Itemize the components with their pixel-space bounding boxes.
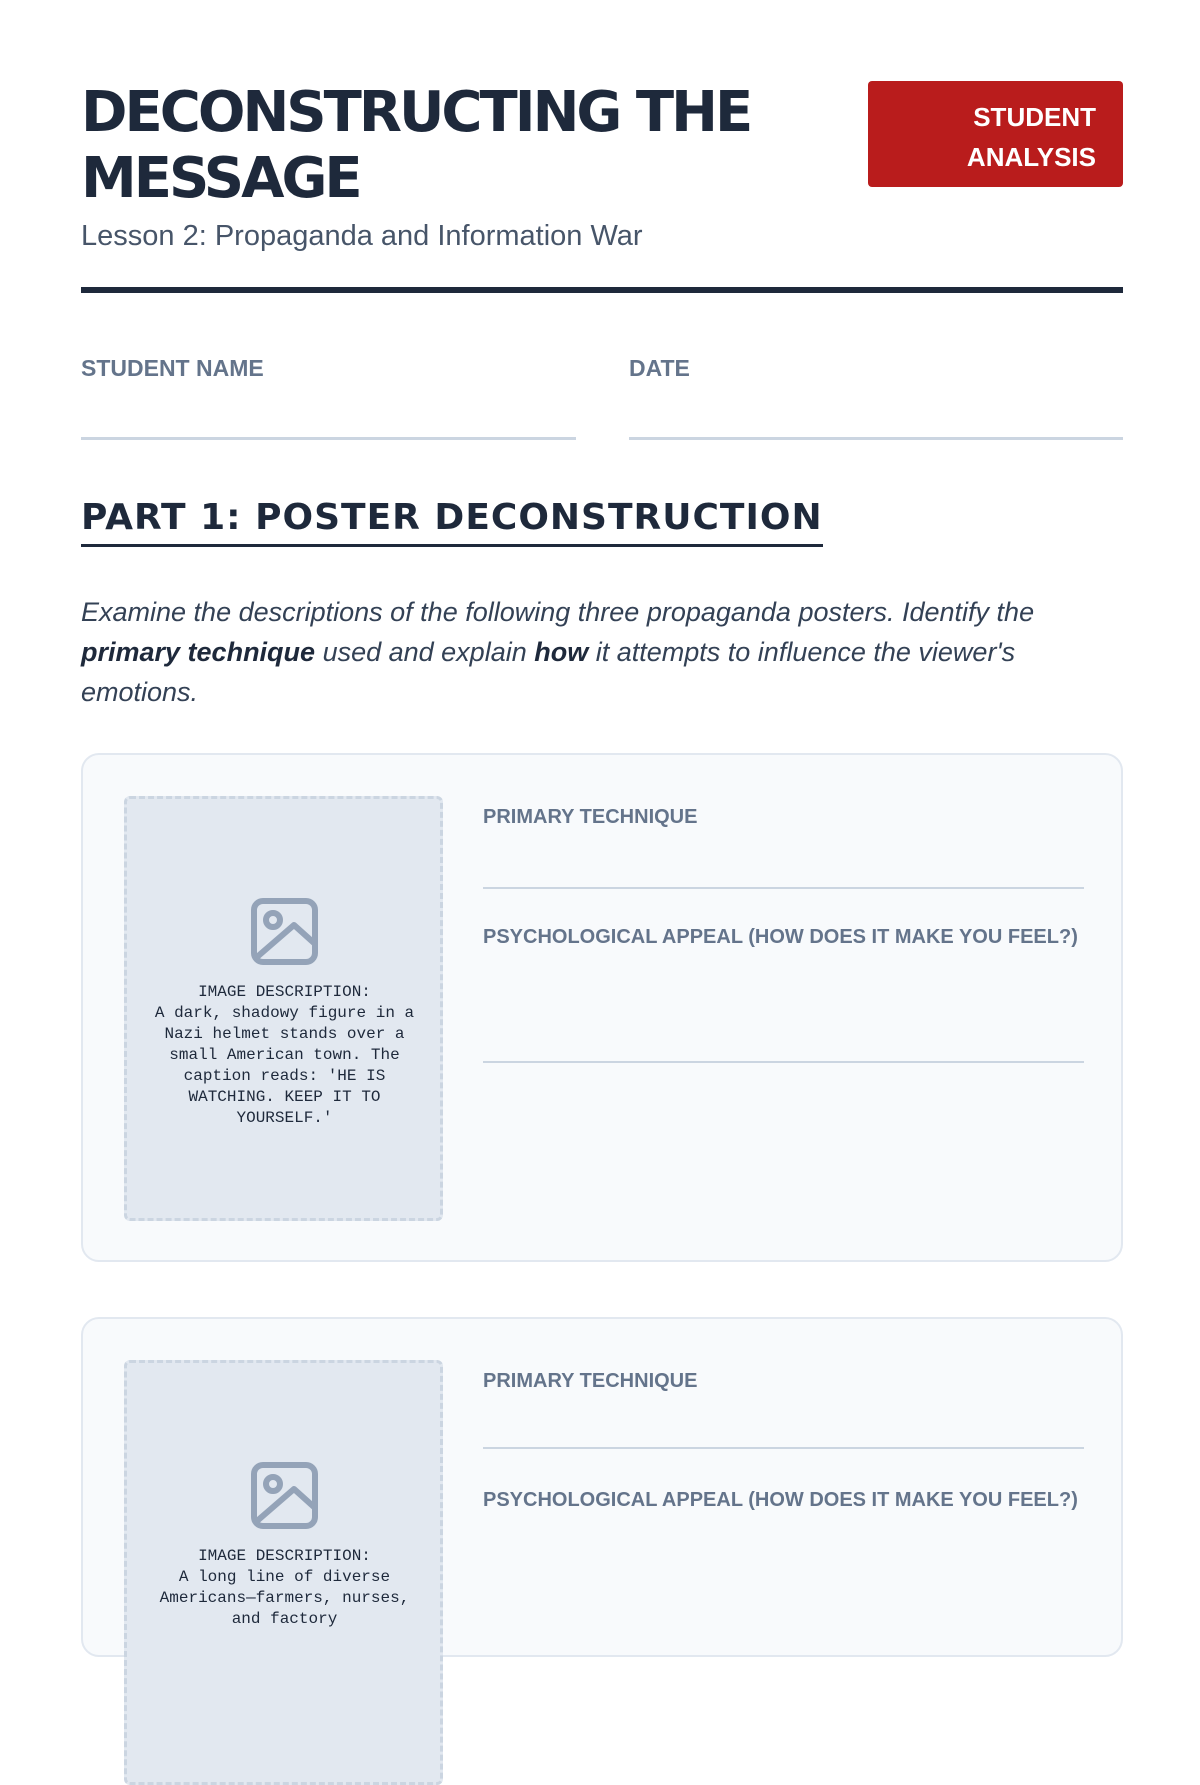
instructions-text-3: it attempts to influence the viewer's emotions.: [81, 637, 1016, 707]
poster-image-placeholder: [124, 796, 443, 1221]
primary-technique-label: PRIMARY TECHNIQUE: [483, 1370, 698, 1392]
student-name-label: STUDENT NAME: [81, 355, 264, 381]
instructions-bold-how: how: [534, 637, 589, 667]
page-title: DECONSTRUCTING THE MESSAGE: [81, 80, 751, 211]
poster-description: [152, 982, 417, 1129]
primary-technique-answer-line[interactable]: [483, 1447, 1084, 1449]
student-analysis-badge: [868, 81, 1123, 187]
primary-technique-answer-line[interactable]: [483, 887, 1084, 889]
image-icon: [250, 1461, 319, 1530]
date-field[interactable]: [629, 437, 1123, 440]
psychological-appeal-answer-line[interactable]: [483, 1061, 1084, 1063]
poster-card-1: [81, 753, 1123, 1262]
part-1-heading: PART 1: POSTER DECONSTRUCTION: [81, 496, 823, 547]
image-icon: [250, 897, 319, 966]
poster-description-text: A long line of diverse Americans—farmers, nurses, and factory: [159, 1568, 410, 1628]
poster-image-placeholder: [124, 1360, 443, 1785]
badge-line-1: STUDENT: [973, 102, 1096, 132]
student-name-field[interactable]: [81, 437, 576, 440]
poster-card-2: [81, 1317, 1123, 1657]
psychological-appeal-label: PSYCHOLOGICAL APPEAL (HOW DOES IT MAKE YOU FEEL?): [483, 1489, 1078, 1511]
instructions-text-2: used and explain: [315, 637, 535, 667]
badge-line-2: ANALYSIS: [966, 142, 1096, 172]
instructions-bold-technique: primary technique: [81, 637, 316, 667]
header-divider: [81, 287, 1123, 293]
poster-description-text: A dark, shadowy figure in a Nazi helmet stands over a small American town. The caption reads: 'HE IS WATCHING. KEEP IT TO YOURSELF.': [154, 1004, 415, 1127]
poster-description-label: IMAGE DESCRIPTION:: [198, 983, 371, 1001]
psychological-appeal-label: PSYCHOLOGICAL APPEAL (HOW DOES IT MAKE YOU FEEL?): [483, 926, 1078, 948]
primary-technique-label: PRIMARY TECHNIQUE: [483, 806, 698, 828]
poster-description-label: IMAGE DESCRIPTION:: [198, 1547, 371, 1565]
instructions-text-1: Examine the descriptions of the following three propaganda posters. Identify the: [81, 597, 1035, 627]
lesson-subtitle: Lesson 2: Propaganda and Information War: [81, 220, 643, 252]
poster-description: [152, 1546, 417, 1630]
part-1-instructions: [81, 592, 1131, 712]
date-label: DATE: [629, 355, 690, 381]
